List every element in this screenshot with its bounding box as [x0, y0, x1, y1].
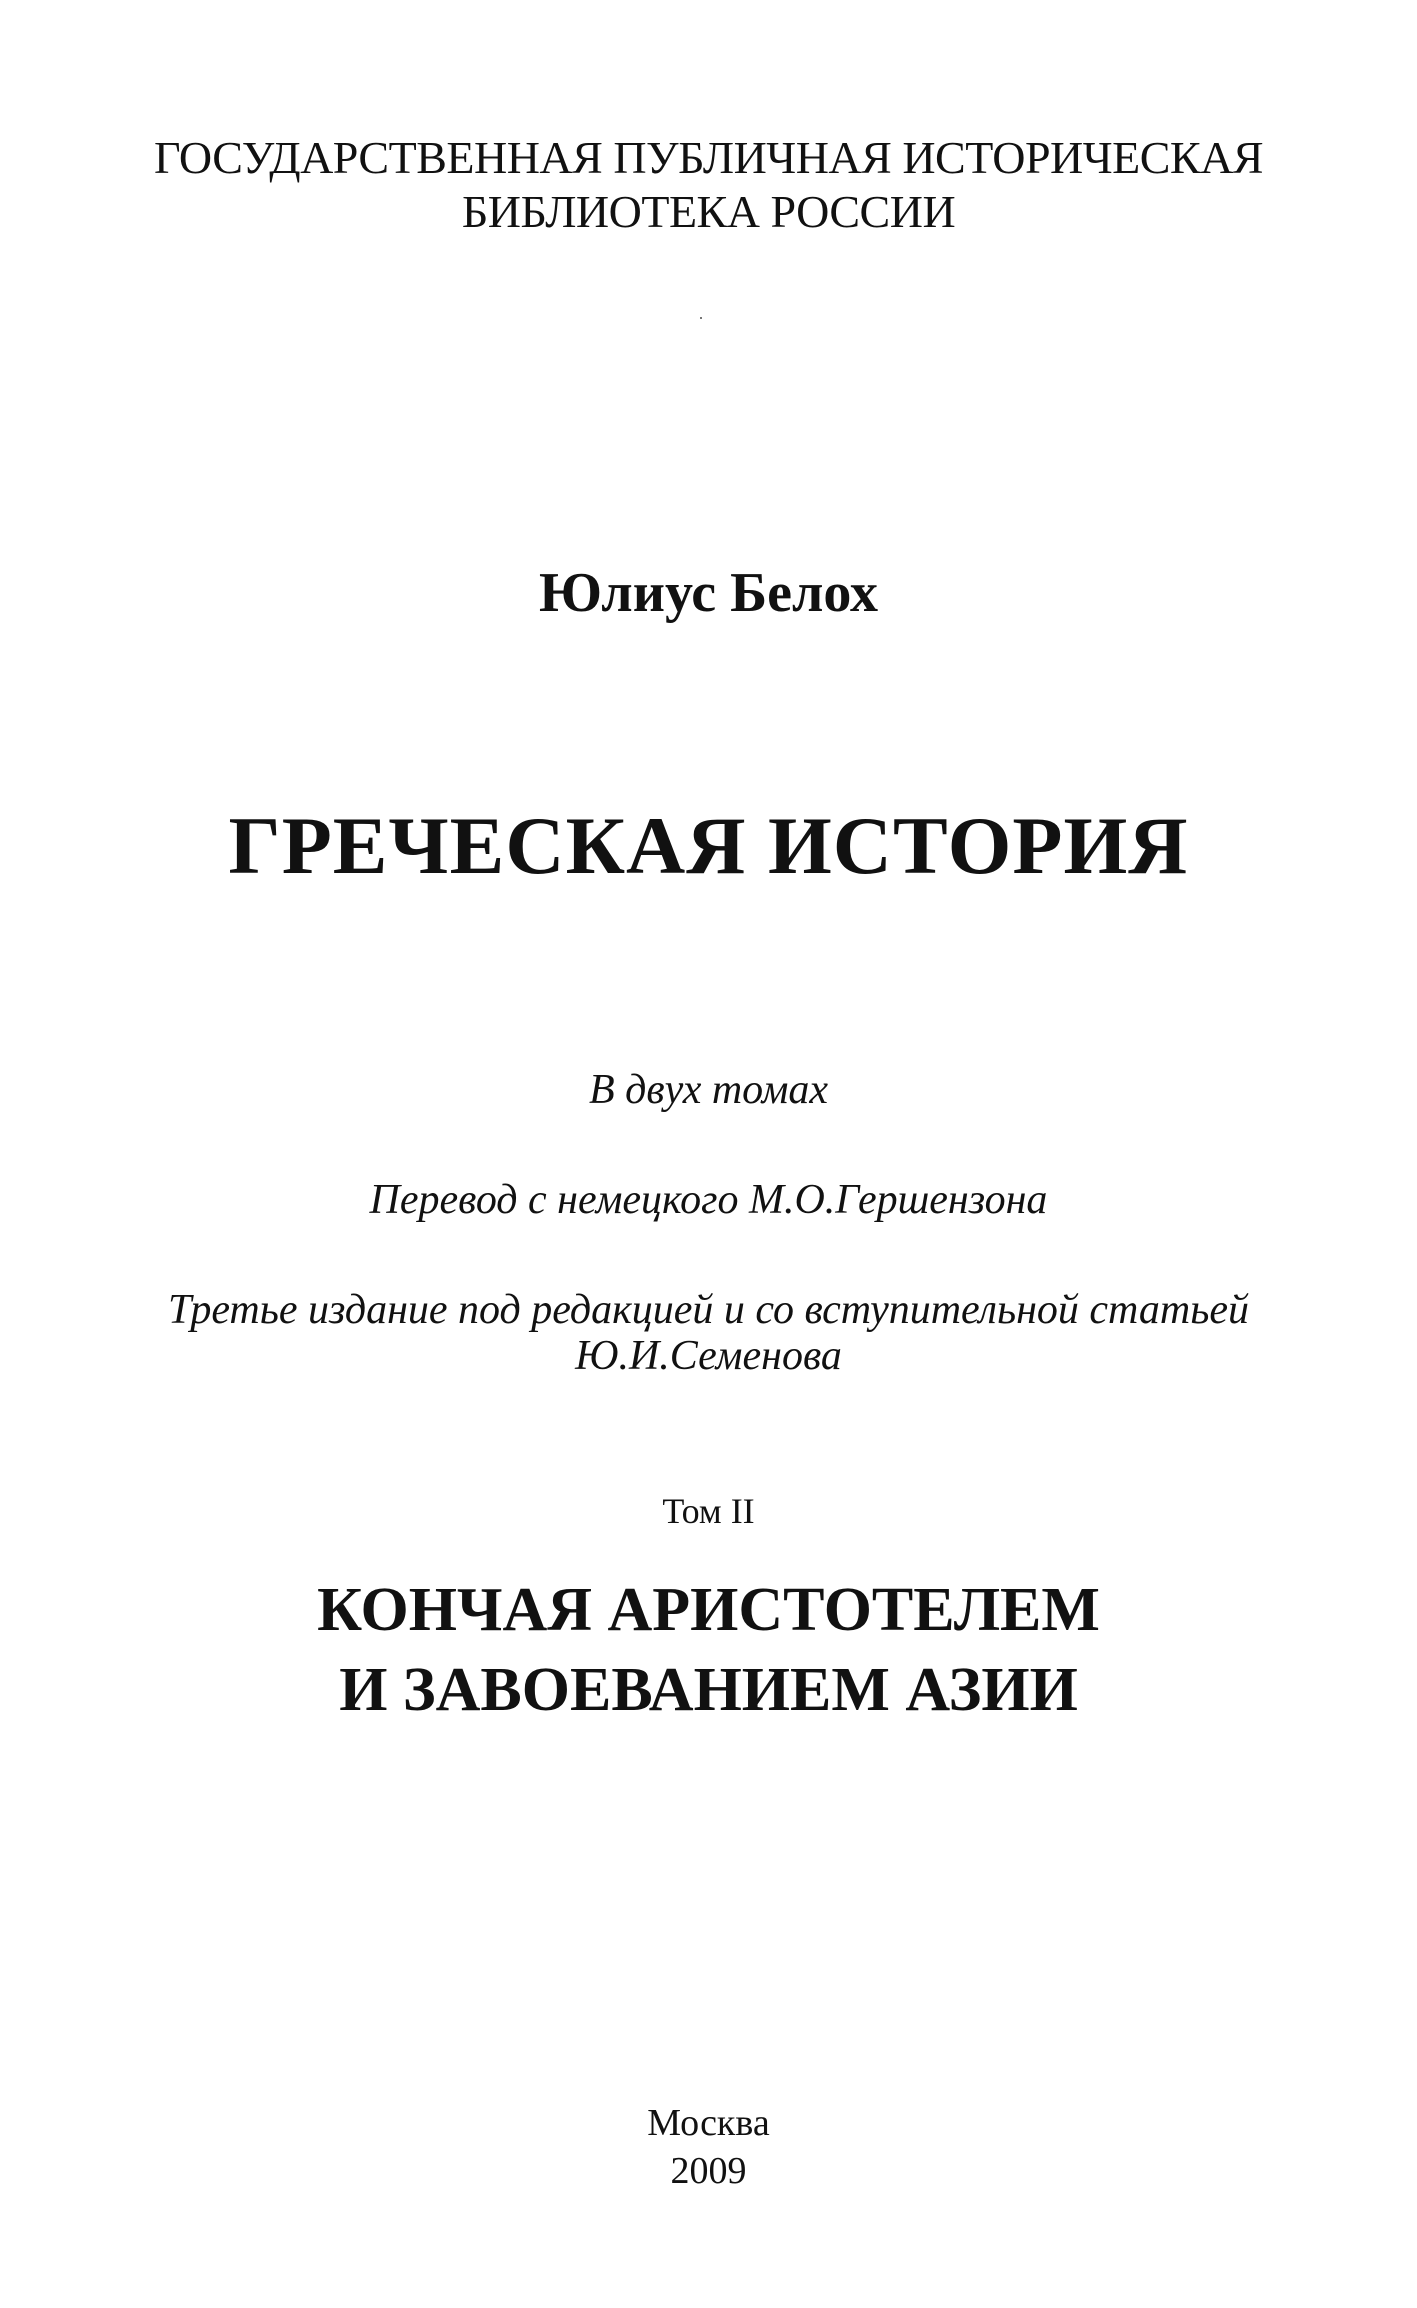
publisher-line-2: БИБЛИОТЕКА РОССИИ [461, 186, 956, 237]
book-title: ГРЕЧЕСКАЯ ИСТОРИЯ [228, 800, 1189, 891]
editor-note-line-2: Ю.И.Семенова [575, 1333, 842, 1379]
volume-label: Том II [662, 1491, 755, 1531]
translation-note: Перевод с немецкого М.О.Гершензона [369, 1177, 1048, 1223]
editor-note-line-1: Третье издание под редакцией и со вступительной статьей [168, 1287, 1249, 1333]
imprint-city: Москва [647, 2102, 770, 2144]
scan-speck [700, 317, 702, 319]
author-name: Юлиус Белох [538, 562, 879, 624]
publisher-line-1: ГОСУДАРСТВЕННАЯ ПУБЛИЧНАЯ ИСТОРИЧЕСКАЯ [153, 132, 1264, 183]
volumes-note: В двух томах [588, 1067, 829, 1113]
volume-subtitle-line-1: КОНЧАЯ АРИСТОТЕЛЕМ [317, 1576, 1100, 1644]
volume-subtitle-line-2: И ЗАВОЕВАНИЕМ АЗИИ [339, 1656, 1078, 1724]
imprint-year: 2009 [670, 2150, 747, 2192]
